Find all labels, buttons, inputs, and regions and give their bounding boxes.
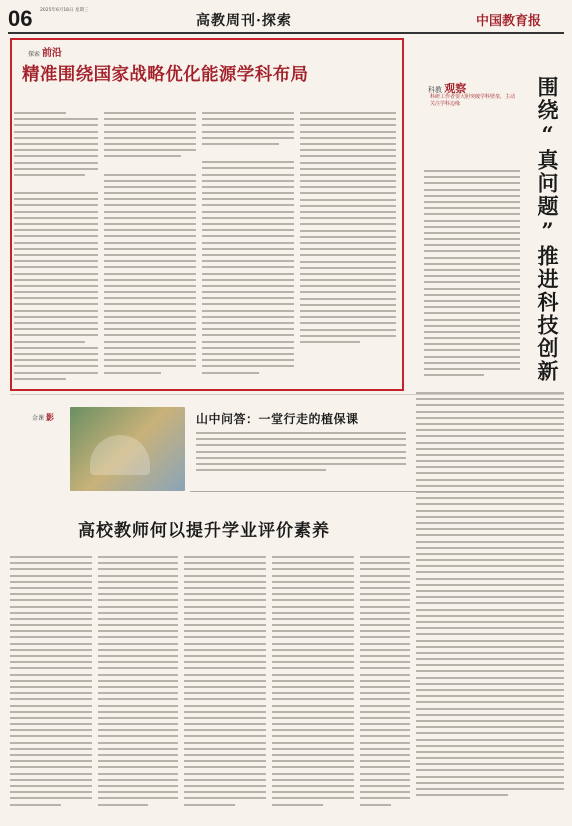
lower-column-3 (184, 556, 266, 818)
sidebar-vertical-headline: 围绕“真问题”推进科技创新 (535, 76, 560, 383)
newspaper-brand: 中国教育报 (476, 14, 542, 29)
feature-column-4 (300, 112, 396, 384)
field-class-photo (70, 407, 185, 491)
feature-column-1 (14, 112, 98, 384)
lower-column-1 (10, 556, 92, 818)
kicker-left: 探索 (28, 51, 41, 58)
feature-column-3 (202, 112, 294, 384)
issue-meta: 2025年6月18日 星期三 (40, 8, 89, 13)
feature-kicker (28, 44, 62, 59)
mid-divider (10, 394, 564, 395)
mid-story-deck (196, 432, 406, 478)
lower-column-4 (272, 556, 354, 818)
sidebar-quote: 科研工作者要大胆突破学科壁垒，主动关注学科边缘 (430, 94, 516, 107)
feature-column-2 (104, 112, 196, 384)
lower-story-headline: 高校教师何以提升学业评价素养 (78, 521, 330, 541)
sidebar-column-1 (424, 170, 520, 388)
section-title: 高教周刊·探索 (196, 13, 292, 29)
photo-kicker-right: 影 (45, 413, 54, 422)
header-divider (8, 32, 564, 34)
feature-headline: 精准围绕国家战略优化能源学科布局 (22, 65, 309, 85)
sidebar-label-left: 科教 (428, 86, 442, 94)
kicker-right: 前沿 (41, 48, 62, 59)
photo-kicker (32, 412, 54, 423)
sidebar-column-2 (416, 392, 564, 812)
page-number: 06 (8, 6, 33, 31)
lower-column-5 (360, 556, 410, 818)
sidebar-label-right: 观察 (444, 82, 467, 95)
lower-column-2 (98, 556, 178, 818)
photo-kicker-left: 金课 (32, 415, 45, 422)
mid-story-headline: 山中问答：一堂行走的植保课 (196, 412, 359, 426)
mid-story-rule (190, 491, 564, 492)
